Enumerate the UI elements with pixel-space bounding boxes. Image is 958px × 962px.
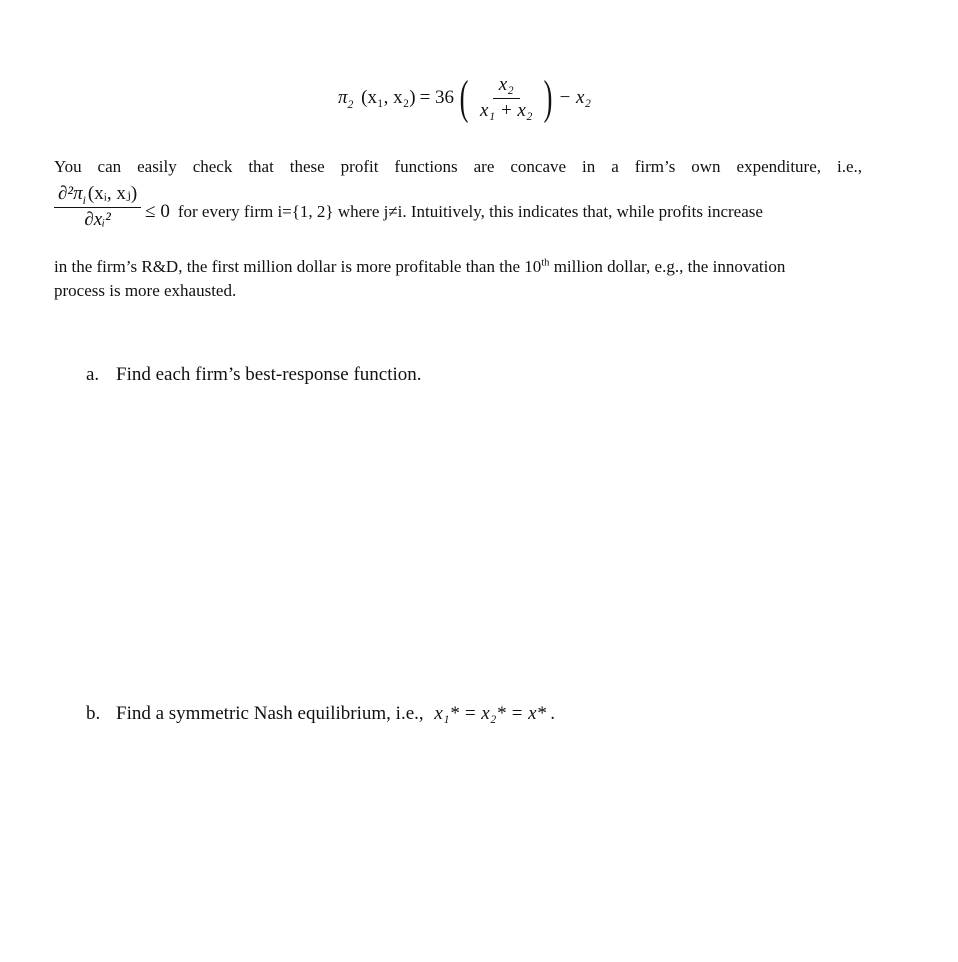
concavity-fraction [54,184,141,231]
question-a-text: Find each firm’s best-response function. [116,364,422,385]
paragraph-line-2-text: for every firm i={1, 2} where j≠i. Intuitively, this indicates that, while profits increase [177,202,763,222]
fraction-denominator: x₁ + x₂ [480,99,533,121]
equation-equals: = 36 [419,87,455,108]
leq-zero: ≤ 0 [145,201,170,223]
question-b [86,703,556,725]
concavity-numerator: $\partial^2\pi_i$ (xᵢ, xⱼ) [54,184,141,208]
question-a-label: a. [86,364,100,385]
profit-function-equation: $\pi_2$ (x₁, x₂) = 36 ( $\frac{\text{x₂}}{\text{x₁ + x₂}}$ ) − x₂ [338,71,592,124]
question-a [86,364,422,386]
paragraph-line-2 [54,184,862,231]
equation-fraction [474,75,538,122]
question-b-label: b. [86,703,101,724]
concavity-denominator: ∂xᵢ² [84,208,111,230]
equation-minus-term: − x₂ [558,87,592,108]
paragraph-line-1: You can easily check that these profit functions are concave in a firm’s own expenditure, i.e., [54,157,862,176]
question-b-text: Find a symmetric Nash equilibrium, i.e., [116,703,424,724]
paragraph-line-3: in the firm’s R&D, the first million dollar is more profitable than the 10th million dollar, e.g., the innovation [54,257,786,276]
paragraph-line-4: process is more exhausted. [54,281,237,300]
question-b-math: x₁* = x₂* = x* . [434,703,556,724]
equation-lhs: $\pi_2$ (x₁, x₂) [338,87,416,111]
fraction-numerator: x₂ [493,75,520,99]
